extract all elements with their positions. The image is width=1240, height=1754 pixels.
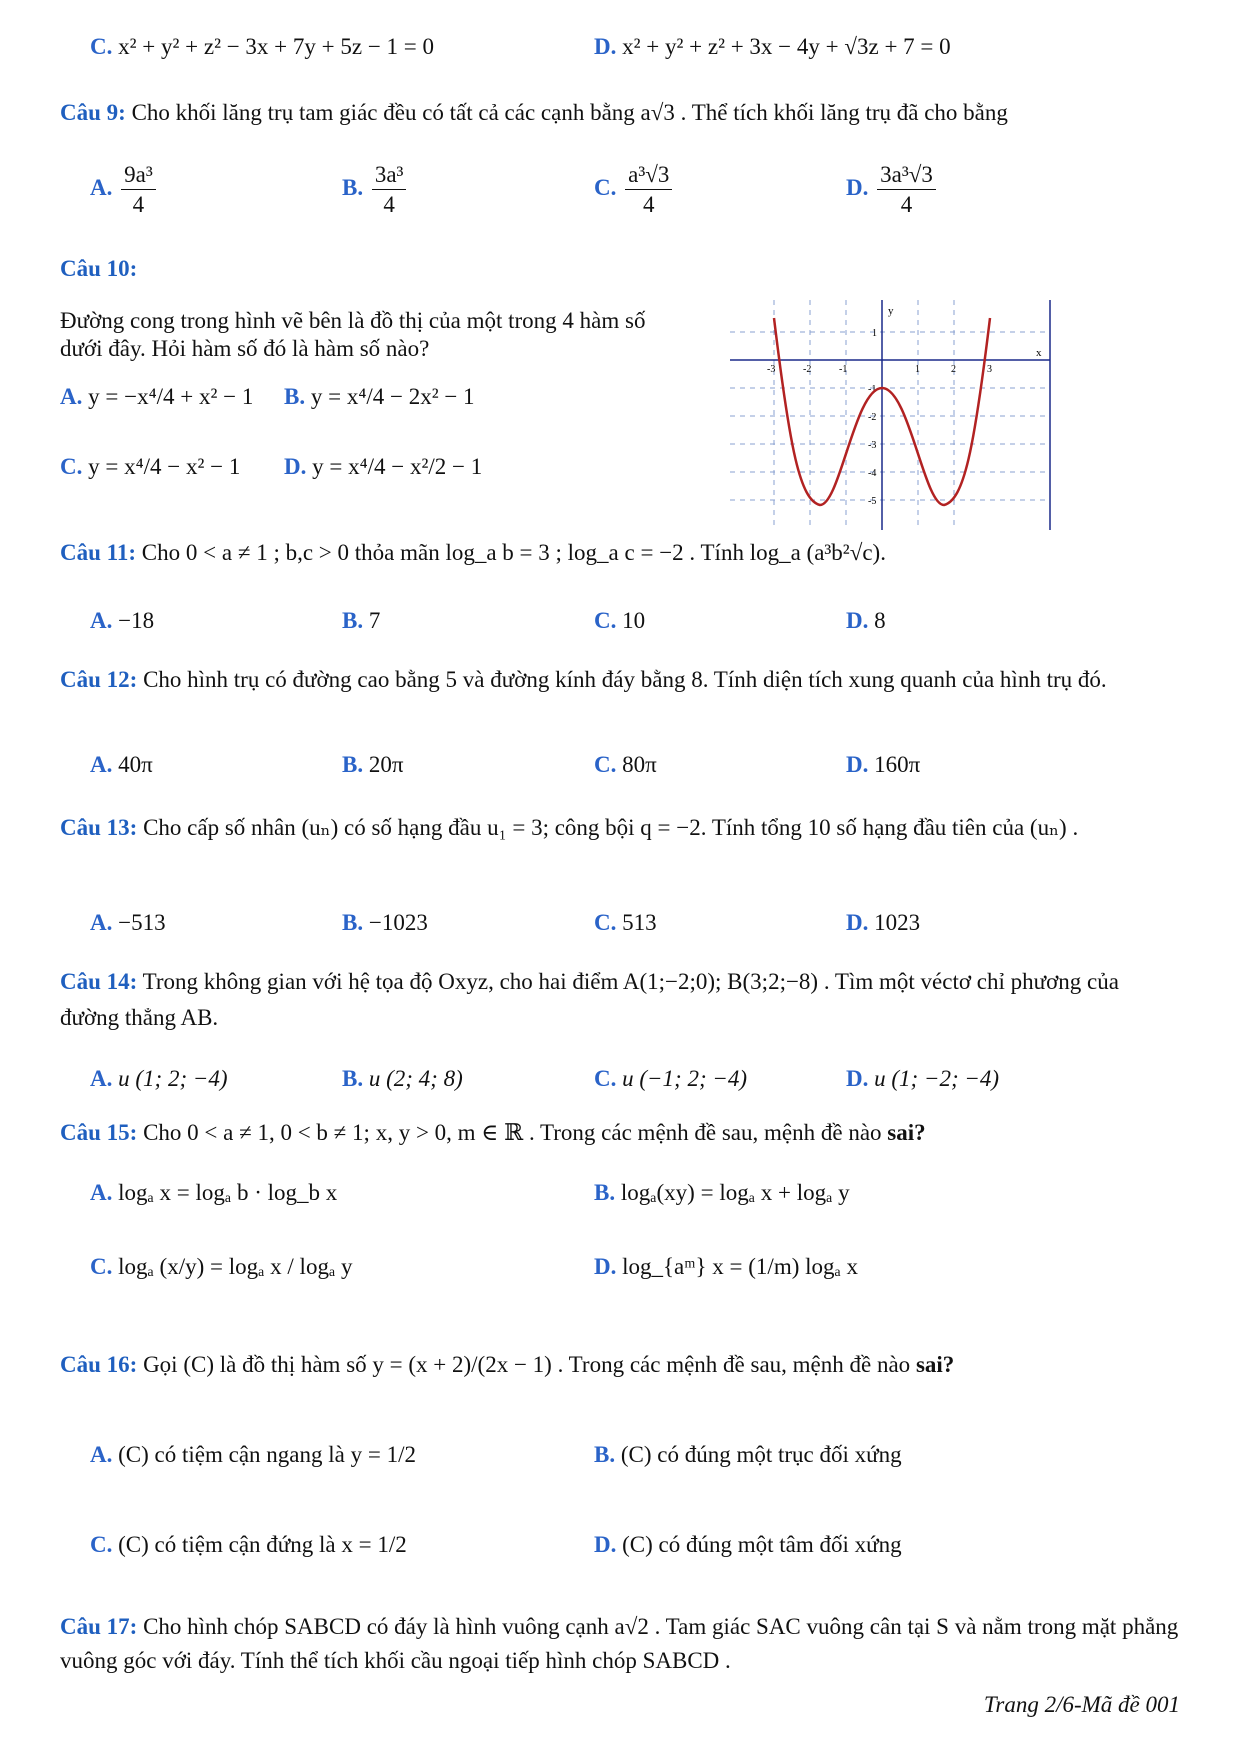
q9-stem [60, 100, 1008, 126]
q11-text: Cho 0 < a ≠ 1 ; b,c > 0 thỏa mãn log_a b = 3 ; log_a c = −2 . Tính log_a (a³b²√c). [141, 540, 886, 565]
q10-text-line2: dưới đây. Hỏi hàm số đó là hàm số nào? [60, 336, 430, 361]
q9-a-den: 4 [132, 192, 145, 218]
q11-option-d[interactable] [846, 608, 886, 634]
q16-option-b-label: B. [594, 1442, 616, 1467]
q8-option-d-text: x² + y² + z² + 3x − 4y + √3z + 7 = 0 [622, 34, 951, 59]
q15-option-d-text: log_{aᵐ} x = (1/m) logₐ x [622, 1254, 859, 1279]
q16-text-bold: sai? [915, 1352, 955, 1377]
q11-option-c-text: 10 [622, 608, 646, 633]
q11-option-d-text: 8 [874, 608, 886, 633]
q14-option-b-label: B. [342, 1066, 364, 1091]
q16-label: Câu 16: [60, 1352, 138, 1377]
q11-option-b-label: B. [342, 608, 364, 633]
q14-label: Câu 14: [60, 969, 138, 994]
q8-option-c-text: x² + y² + z² − 3x + 7y + 5z − 1 = 0 [118, 34, 435, 59]
q16-option-c-label: C. [90, 1532, 113, 1557]
q12-option-a-label: A. [90, 752, 113, 777]
q15-option-c-label: C. [90, 1254, 113, 1279]
q11-option-c-label: C. [594, 608, 617, 633]
q13-option-c-label: C. [594, 910, 617, 935]
q15-option-d-label: D. [594, 1254, 617, 1279]
q12-option-a[interactable] [90, 752, 153, 778]
q9-d-den: 4 [900, 192, 913, 218]
q10-option-b-label: B. [284, 384, 306, 409]
x-axis-label: x [1036, 347, 1042, 359]
q8-option-d-label: D. [594, 34, 617, 59]
y-tick-neg5: -5 [868, 496, 877, 507]
q15-option-b[interactable] [594, 1180, 850, 1206]
page-footer: Trang 2/6-Mã đề 001 [983, 1692, 1180, 1717]
q13-label: Câu 13: [60, 815, 138, 840]
q13-option-d-text: 1023 [874, 910, 921, 935]
q12-option-b[interactable] [342, 752, 403, 778]
q16-option-c-text: (C) có tiệm cận đứng là x = 1/2 [118, 1532, 407, 1557]
q16-text: Gọi (C) là đồ thị hàm số y = (x + 2)/(2x − 1) . Trong các mệnh đề sau, mệnh đề nào [143, 1352, 911, 1377]
q15-text: Cho 0 < a ≠ 1, 0 < b ≠ 1; x, y > 0, m ∈ ℝ . Trong các mệnh đề sau, mệnh đề nào [143, 1120, 882, 1145]
q11-option-a-label: A. [90, 608, 113, 633]
q16-option-b[interactable] [594, 1442, 902, 1468]
q10-option-c-text: y = x⁴/4 − x² − 1 [88, 454, 241, 479]
q12-option-c[interactable] [594, 752, 657, 778]
q9-option-b-label: B. [342, 175, 364, 201]
q14-option-d-text: u (1; −2; −4) [874, 1066, 1000, 1091]
q14-stem [60, 964, 1180, 1036]
q14-option-b-text: u (2; 4; 8) [368, 1066, 463, 1091]
q12-option-c-label: C. [594, 752, 617, 777]
q9-option-c-fraction [625, 162, 672, 218]
q17-stem [60, 1610, 1180, 1678]
q13-stem [60, 808, 1180, 848]
y-tick-neg1: -1 [868, 384, 877, 395]
q15-option-c[interactable] [90, 1254, 352, 1280]
q10-label: Câu 10: [60, 256, 138, 281]
x-tick-neg2: -2 [803, 364, 812, 375]
q10-option-b-text: y = x⁴/4 − 2x² − 1 [310, 384, 475, 409]
q12-option-b-text: 20π [368, 752, 404, 777]
q8-option-d[interactable] [594, 34, 951, 60]
q13-option-d[interactable] [846, 910, 920, 936]
q14-text: Trong không gian với hệ tọa độ Oxyz, cho hai điểm A(1;−2;0); B(3;2;−8) . Tìm một véctơ chỉ phương của đường thẳng AB. [60, 969, 1119, 1030]
q15-option-a-label: A. [90, 1180, 113, 1205]
q12-option-a-text: 40π [118, 752, 153, 777]
q16-option-a-text: (C) có tiệm cận ngang là y = 1/2 [118, 1442, 416, 1467]
q13-option-b-text: −1023 [368, 910, 428, 935]
q9-a-num: 9a³ [121, 162, 156, 190]
q16-option-a-label: A. [90, 1442, 113, 1467]
q12-option-d-text: 160π [874, 752, 921, 777]
q9-c-num: a³√3 [625, 162, 672, 190]
q13-option-d-label: D. [846, 910, 869, 935]
q14-option-d[interactable] [846, 1066, 999, 1092]
q14-option-a-label: A. [90, 1066, 113, 1091]
q13-option-c[interactable] [594, 910, 657, 936]
q11-option-b-text: 7 [368, 608, 381, 633]
y-tick-neg2: -2 [868, 412, 877, 423]
q11-option-b[interactable] [342, 608, 380, 634]
q9-b-num: 3a³ [372, 162, 407, 190]
q10-option-c-label: C. [60, 454, 83, 479]
y-tick-1: 1 [872, 328, 877, 339]
y-tick-neg3: -3 [868, 440, 877, 451]
q9-label: Câu 9: [60, 100, 126, 125]
q9-option-d-fraction [877, 162, 936, 218]
q16-option-d-label: D. [594, 1532, 617, 1557]
x-tick-3: 3 [987, 364, 992, 375]
x-tick-2: 2 [951, 364, 956, 375]
x-tick-1: 1 [915, 364, 920, 375]
q14-option-a[interactable] [90, 1066, 228, 1092]
q13-option-a-label: A. [90, 910, 113, 935]
q11-stem [60, 540, 886, 566]
q11-option-c[interactable] [594, 608, 645, 634]
q10-option-d-text: y = x⁴/4 − x²/2 − 1 [312, 454, 483, 479]
q14-option-c-text: u (−1; 2; −4) [622, 1066, 748, 1091]
q12-option-b-label: B. [342, 752, 364, 777]
q11-option-a-text: −18 [118, 608, 155, 633]
q9-b-den: 4 [383, 192, 395, 218]
q16-option-c[interactable] [90, 1532, 407, 1558]
q9-option-a-label: A. [90, 175, 113, 201]
q16-option-d-text: (C) có đúng một tâm đối xứng [622, 1532, 902, 1557]
q14-option-a-text: u (1; 2; −4) [118, 1066, 228, 1091]
q9-option-a[interactable] [90, 162, 159, 218]
y-tick-neg4: -4 [868, 468, 877, 479]
q12-label: Câu 12: [60, 667, 138, 692]
q9-option-d-label: D. [846, 175, 869, 201]
q11-label: Câu 11: [60, 540, 137, 565]
q15-option-b-text: logₐ(xy) = logₐ x + logₐ y [620, 1180, 850, 1205]
q13-option-c-text: 513 [622, 910, 657, 935]
q13-option-b-label: B. [342, 910, 364, 935]
graph-grid [730, 300, 1050, 530]
q16-option-b-text: (C) có đúng một trục đối xứng [620, 1442, 902, 1467]
q9-option-b[interactable] [342, 162, 409, 218]
q14-option-b[interactable] [342, 1066, 463, 1092]
q13-option-b[interactable] [342, 910, 428, 936]
q10-option-d-label: D. [284, 454, 307, 479]
q9-option-b-fraction [372, 162, 407, 218]
q15-option-a-text: logₐ x = logₐ b · log_b x [118, 1180, 338, 1205]
q12-text: Cho hình trụ có đường cao bằng 5 và đường kính đáy bằng 8. Tính diện tích xung quanh của hình trụ đó. [143, 667, 1107, 692]
q11-option-d-label: D. [846, 608, 869, 633]
q10-option-b[interactable] [284, 384, 475, 410]
q15-label: Câu 15: [60, 1120, 138, 1145]
q16-option-a[interactable] [90, 1442, 416, 1468]
q8-option-c[interactable] [90, 34, 434, 60]
q10-option-a-text: y = −x⁴/4 + x² − 1 [88, 384, 254, 409]
x-tick-neg3: -3 [767, 364, 776, 375]
q15-option-c-text: logₐ (x/y) = logₐ x / logₐ y [118, 1254, 353, 1279]
q10-graph [730, 300, 1060, 530]
q12-option-d-label: D. [846, 752, 869, 777]
q8-option-c-label: C. [90, 34, 113, 59]
q14-option-c-label: C. [594, 1066, 617, 1091]
y-axis-label: y [888, 305, 894, 317]
q11-option-a[interactable] [90, 608, 154, 634]
q14-option-c[interactable] [594, 1066, 747, 1092]
q10-option-a-label: A. [60, 384, 83, 409]
x-tick-neg1: -1 [839, 364, 848, 375]
q12-stem [60, 664, 1180, 696]
q13-option-a-text: −513 [118, 910, 166, 935]
q10-option-c[interactable] [60, 454, 240, 480]
q10-option-a[interactable] [60, 384, 253, 410]
q15-text-bold: sai? [887, 1120, 926, 1145]
q12-option-d[interactable] [846, 752, 920, 778]
q15-option-a[interactable] [90, 1180, 337, 1206]
q9-option-a-fraction [121, 162, 156, 218]
q9-c-den: 4 [642, 192, 655, 218]
q9-text: Cho khối lăng trụ tam giác đều có tất cả các cạnh bằng a√3 . Thể tích khối lăng trụ đã cho bằng [131, 100, 1008, 125]
q9-option-c[interactable] [594, 162, 675, 218]
q17-label: Câu 17: [60, 1614, 138, 1639]
q9-option-d[interactable] [846, 162, 939, 218]
q9-d-num: 3a³√3 [877, 162, 936, 190]
q16-stem [60, 1352, 954, 1378]
q15-stem [60, 1120, 926, 1146]
q13-option-a[interactable] [90, 910, 166, 936]
q14-option-d-label: D. [846, 1066, 869, 1091]
q12-option-c-text: 80π [622, 752, 657, 777]
q13-text: Cho cấp số nhân (uₙ) có số hạng đầu u₁ = 3; công bội q = −2. Tính tổng 10 số hạng đầu tiên của (uₙ) . [143, 815, 1079, 840]
q17-text: Cho hình chóp SABCD có đáy là hình vuông cạnh a√2 . Tam giác SAC vuông cân tại S và nằm trong mặt phẳng vuông góc với đáy. Tính thể tích khối cầu ngoại tiếp hình chóp SABCD . [60, 1614, 1179, 1673]
q9-option-c-label: C. [594, 175, 617, 201]
q15-option-d[interactable] [594, 1254, 858, 1280]
q16-option-d[interactable] [594, 1532, 902, 1558]
q15-option-b-label: B. [594, 1180, 616, 1205]
q10-text-line1: Đường cong trong hình vẽ bên là đồ thị của một trong 4 hàm số [60, 308, 646, 333]
q10-option-d[interactable] [284, 454, 482, 480]
